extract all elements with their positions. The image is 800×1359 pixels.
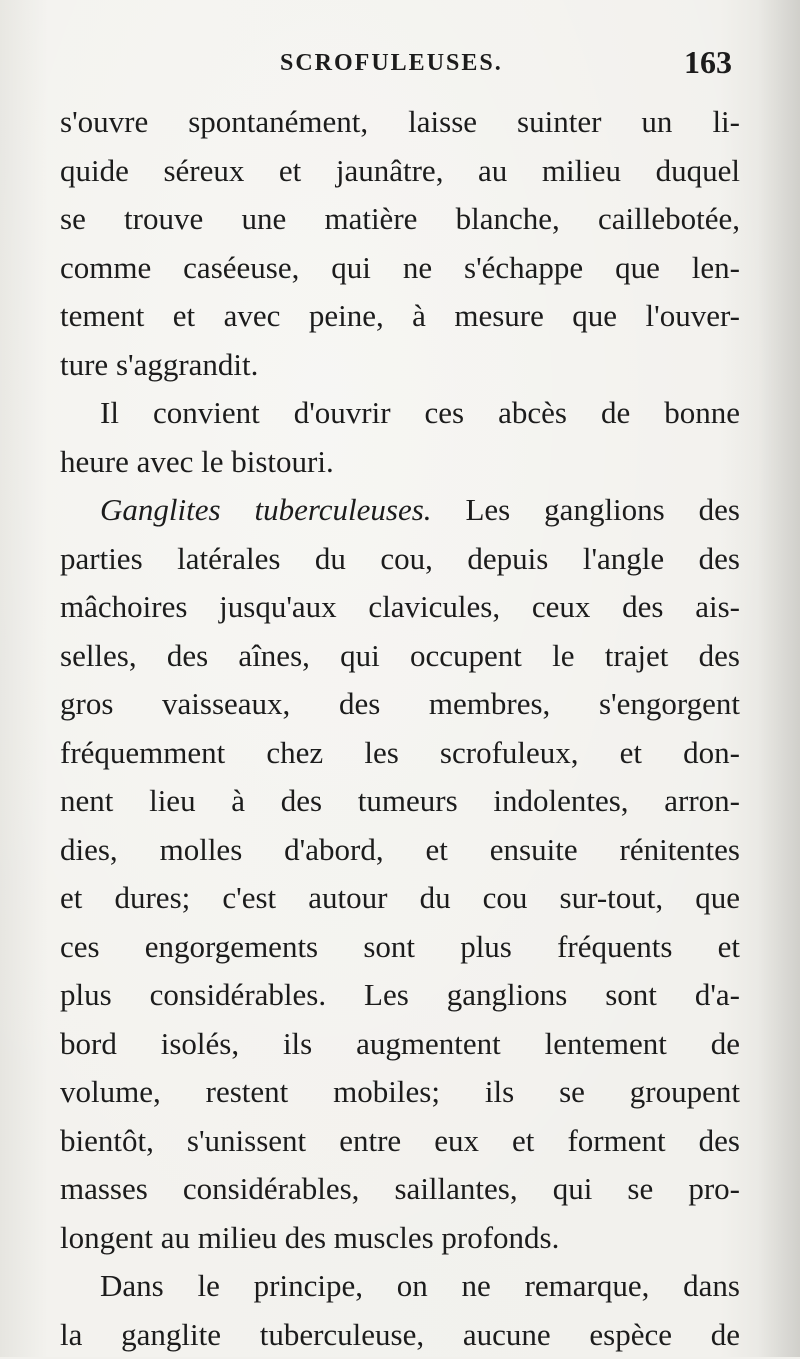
text-line: se trouve une matière blanche, caillebotée, [60, 195, 740, 244]
text-line: volume, restent mobiles; ils se groupent [60, 1068, 740, 1117]
running-head: SCROFULEUSES. [280, 50, 503, 77]
page-number: 163 [684, 44, 732, 81]
text-line: bord isolés, ils augmentent lentement de [60, 1020, 740, 1069]
section-heading: Ganglites tuberculeuses. [100, 492, 432, 527]
text-line: tement et avec peine, à mesure que l'ouver- [60, 292, 740, 341]
text-line: fréquemment chez les scrofuleux, et don- [60, 729, 740, 778]
text-line: masses considérables, saillantes, qui se pro- [60, 1165, 740, 1214]
page-header [60, 40, 740, 90]
text-line: et dures; c'est autour du cou sur-tout, que [60, 874, 740, 923]
text-line: longent au milieu des muscles profonds. [60, 1214, 740, 1263]
text-line: nent lieu à des tumeurs indolentes, arron- [60, 777, 740, 826]
text-line: selles, des aînes, qui occupent le trajet des [60, 632, 740, 681]
text-line: bientôt, s'unissent entre eux et forment des [60, 1117, 740, 1166]
text-fragment: Les ganglions des [432, 492, 740, 527]
text-line: parties latérales du cou, depuis l'angle des [60, 535, 740, 584]
text-line: plus considérables. Les ganglions sont d'a- [60, 971, 740, 1020]
text-line: comme caséeuse, qui ne s'échappe que len- [60, 244, 740, 293]
text-line: heure avec le bistouri. [60, 438, 740, 487]
text-line: s'ouvre spontanément, laisse suinter un li- [60, 98, 740, 147]
text-line: ture s'aggrandit. [60, 341, 740, 390]
text-line: mâchoires jusqu'aux clavicules, ceux des ais- [60, 583, 740, 632]
text-line: ces engorgements sont plus fréquents et [60, 923, 740, 972]
text-line: la ganglite tuberculeuse, aucune espèce de [60, 1311, 740, 1359]
text-line: dies, molles d'abord, et ensuite rénitentes [60, 826, 740, 875]
text-line: gros vaisseaux, des membres, s'engorgent [60, 680, 740, 729]
text-line: Il convient d'ouvrir ces abcès de bonne [60, 389, 740, 438]
text-line: quide séreux et jaunâtre, au milieu duquel [60, 147, 740, 196]
body-text [60, 98, 740, 1359]
text-line: Dans le principe, on ne remarque, dans [60, 1262, 740, 1311]
text-line [60, 486, 740, 535]
